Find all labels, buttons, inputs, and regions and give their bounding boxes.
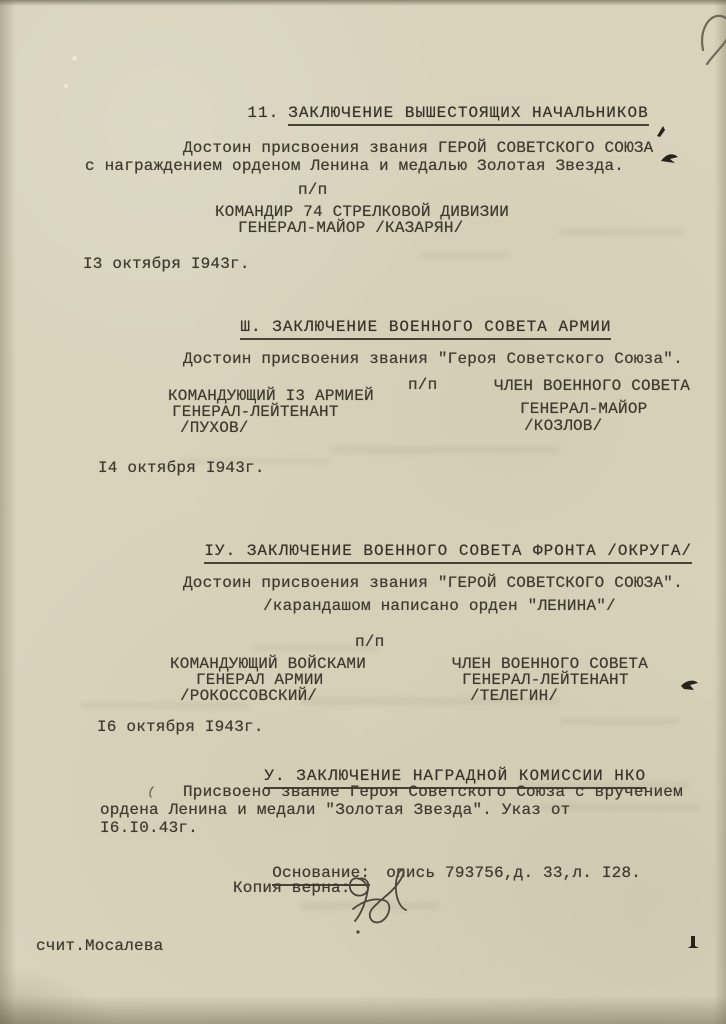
section-iii-pp-mark: п/п xyxy=(408,376,438,394)
section-iv-left-signer-rank: ГЕНЕРАЛ АРМИИ xyxy=(196,671,324,689)
section-iv-pencil-note: /карандашом написано орден "ЛЕНИНА"/ xyxy=(263,597,616,615)
section-v-body-line2: ордена Ленина и медали "Золотая Звезда". Указ от xyxy=(100,801,571,819)
section-v-body-line3: I6.I0.43г. xyxy=(100,819,199,837)
section-iv-right-signer-rank: ГЕНЕРАЛ-ЛЕЙТЕНАНТ xyxy=(462,671,629,689)
page-edge-right xyxy=(714,0,726,1024)
handwritten-page-number xyxy=(697,10,726,66)
copy-certified-label: Копия верна: xyxy=(233,879,351,897)
ink-mark xyxy=(686,934,700,952)
bleed-through-stain xyxy=(560,228,685,236)
section-iv-heading xyxy=(162,524,692,578)
ink-mark xyxy=(678,677,700,693)
section-v-body-line1: Присвоено звание Героя Советского Союза с вручением xyxy=(183,783,683,801)
handwritten-signature xyxy=(338,864,442,938)
paper-speck xyxy=(72,56,77,61)
section-ii-date: I3 октября I943г. xyxy=(83,255,250,273)
section-iv-body-line1: Достоин присвоения звания "ГЕРОЙ СОВЕТСКОГО СОЮЗА". xyxy=(183,574,683,592)
section-iv-date: I6 октября I943г. xyxy=(97,718,264,736)
bleed-through-stain xyxy=(560,718,680,725)
section-ii-numeral: 11. xyxy=(247,104,280,122)
pencil-tick xyxy=(148,786,156,798)
section-ii-body-line1: Достоин присвоения звания ГЕРОЙ СОВЕТСКОГО СОЮЗА xyxy=(183,139,654,157)
page-corner-shadow xyxy=(0,964,120,1024)
section-iv-right-signer-name: /ТЕЛЕГИН/ xyxy=(470,687,559,705)
paper-speck xyxy=(64,84,68,88)
section-iv-left-signer-name: /РОКОССОВСКИЙ/ xyxy=(180,687,318,705)
bleed-through-stain xyxy=(420,252,510,258)
section-iii-right-signer-name: /КОЗЛОВ/ xyxy=(524,417,603,435)
page-edge-left xyxy=(0,0,16,1024)
certifier-note: счит.Мосалева xyxy=(36,937,164,955)
section-iv-pp-mark: п/п xyxy=(355,633,385,651)
basis-label: Основание: xyxy=(272,864,370,886)
section-v-heading-text: У. ЗАКЛЮЧЕНИЕ НАГРАДНОЙ КОМИССИИ НКО xyxy=(264,767,646,789)
section-iv-right-signer-title: ЧЛЕН ВОЕННОГО СОВЕТА xyxy=(452,655,649,673)
section-iii-left-signer-rank: ГЕНЕРАЛ-ЛЕЙТЕНАНТ xyxy=(172,403,339,421)
section-ii-signer-title: КОМАНДИР 74 СТРЕЛКОВОЙ ДИВИЗИИ xyxy=(215,203,510,221)
section-ii-body-line2: с награждением орденом Ленина и медалью Золотая Звезда. xyxy=(85,157,625,175)
section-ii-heading xyxy=(205,86,649,140)
ink-dot xyxy=(356,930,359,933)
ink-mark xyxy=(655,124,667,138)
basis-value: опись 793756,д. 33,л. I28. xyxy=(386,864,642,882)
section-iii-date: I4 октября I943г. xyxy=(98,459,265,477)
section-ii-heading-text: ЗАКЛЮЧЕНИЕ ВЫШЕСТОЯЩИХ НАЧАЛЬНИКОВ xyxy=(288,104,648,126)
section-iii-heading xyxy=(198,300,611,354)
section-iii-body: Достоин присвоения звания "Героя Советского Союза". xyxy=(183,350,683,368)
bleed-through-stain xyxy=(330,446,560,454)
section-iii-right-signer-title: ЧЛЕН ВОЕННОГО СОВЕТА xyxy=(494,377,691,395)
section-iii-heading-text: Ш. ЗАКЛЮЧЕНИЕ ВОЕННОГО СОВЕТА АРМИИ xyxy=(240,318,611,340)
section-iii-right-signer-rank: ГЕНЕРАЛ-МАЙОР xyxy=(520,400,648,418)
section-iv-left-signer-title: КОМАНДУЮЩИЙ ВОЙСКАМИ xyxy=(170,655,367,673)
section-ii-signer-name: ГЕНЕРАЛ-МАЙОР /КАЗАРЯН/ xyxy=(238,219,464,237)
section-ii-pp-mark: п/п xyxy=(298,181,328,199)
page-edge-top xyxy=(0,0,726,6)
ink-mark xyxy=(660,150,680,166)
section-iii-left-signer-name: /ПУХОВ/ xyxy=(180,419,249,437)
section-iv-heading-text: IУ. ЗАКЛЮЧЕНИЕ ВОЕННОГО СОВЕТА ФРОНТА /ОКРУГА/ xyxy=(204,542,692,564)
section-iii-left-signer-title: КОМАНДУЮЩИЙ I3 АРМИЕЙ xyxy=(168,387,374,405)
